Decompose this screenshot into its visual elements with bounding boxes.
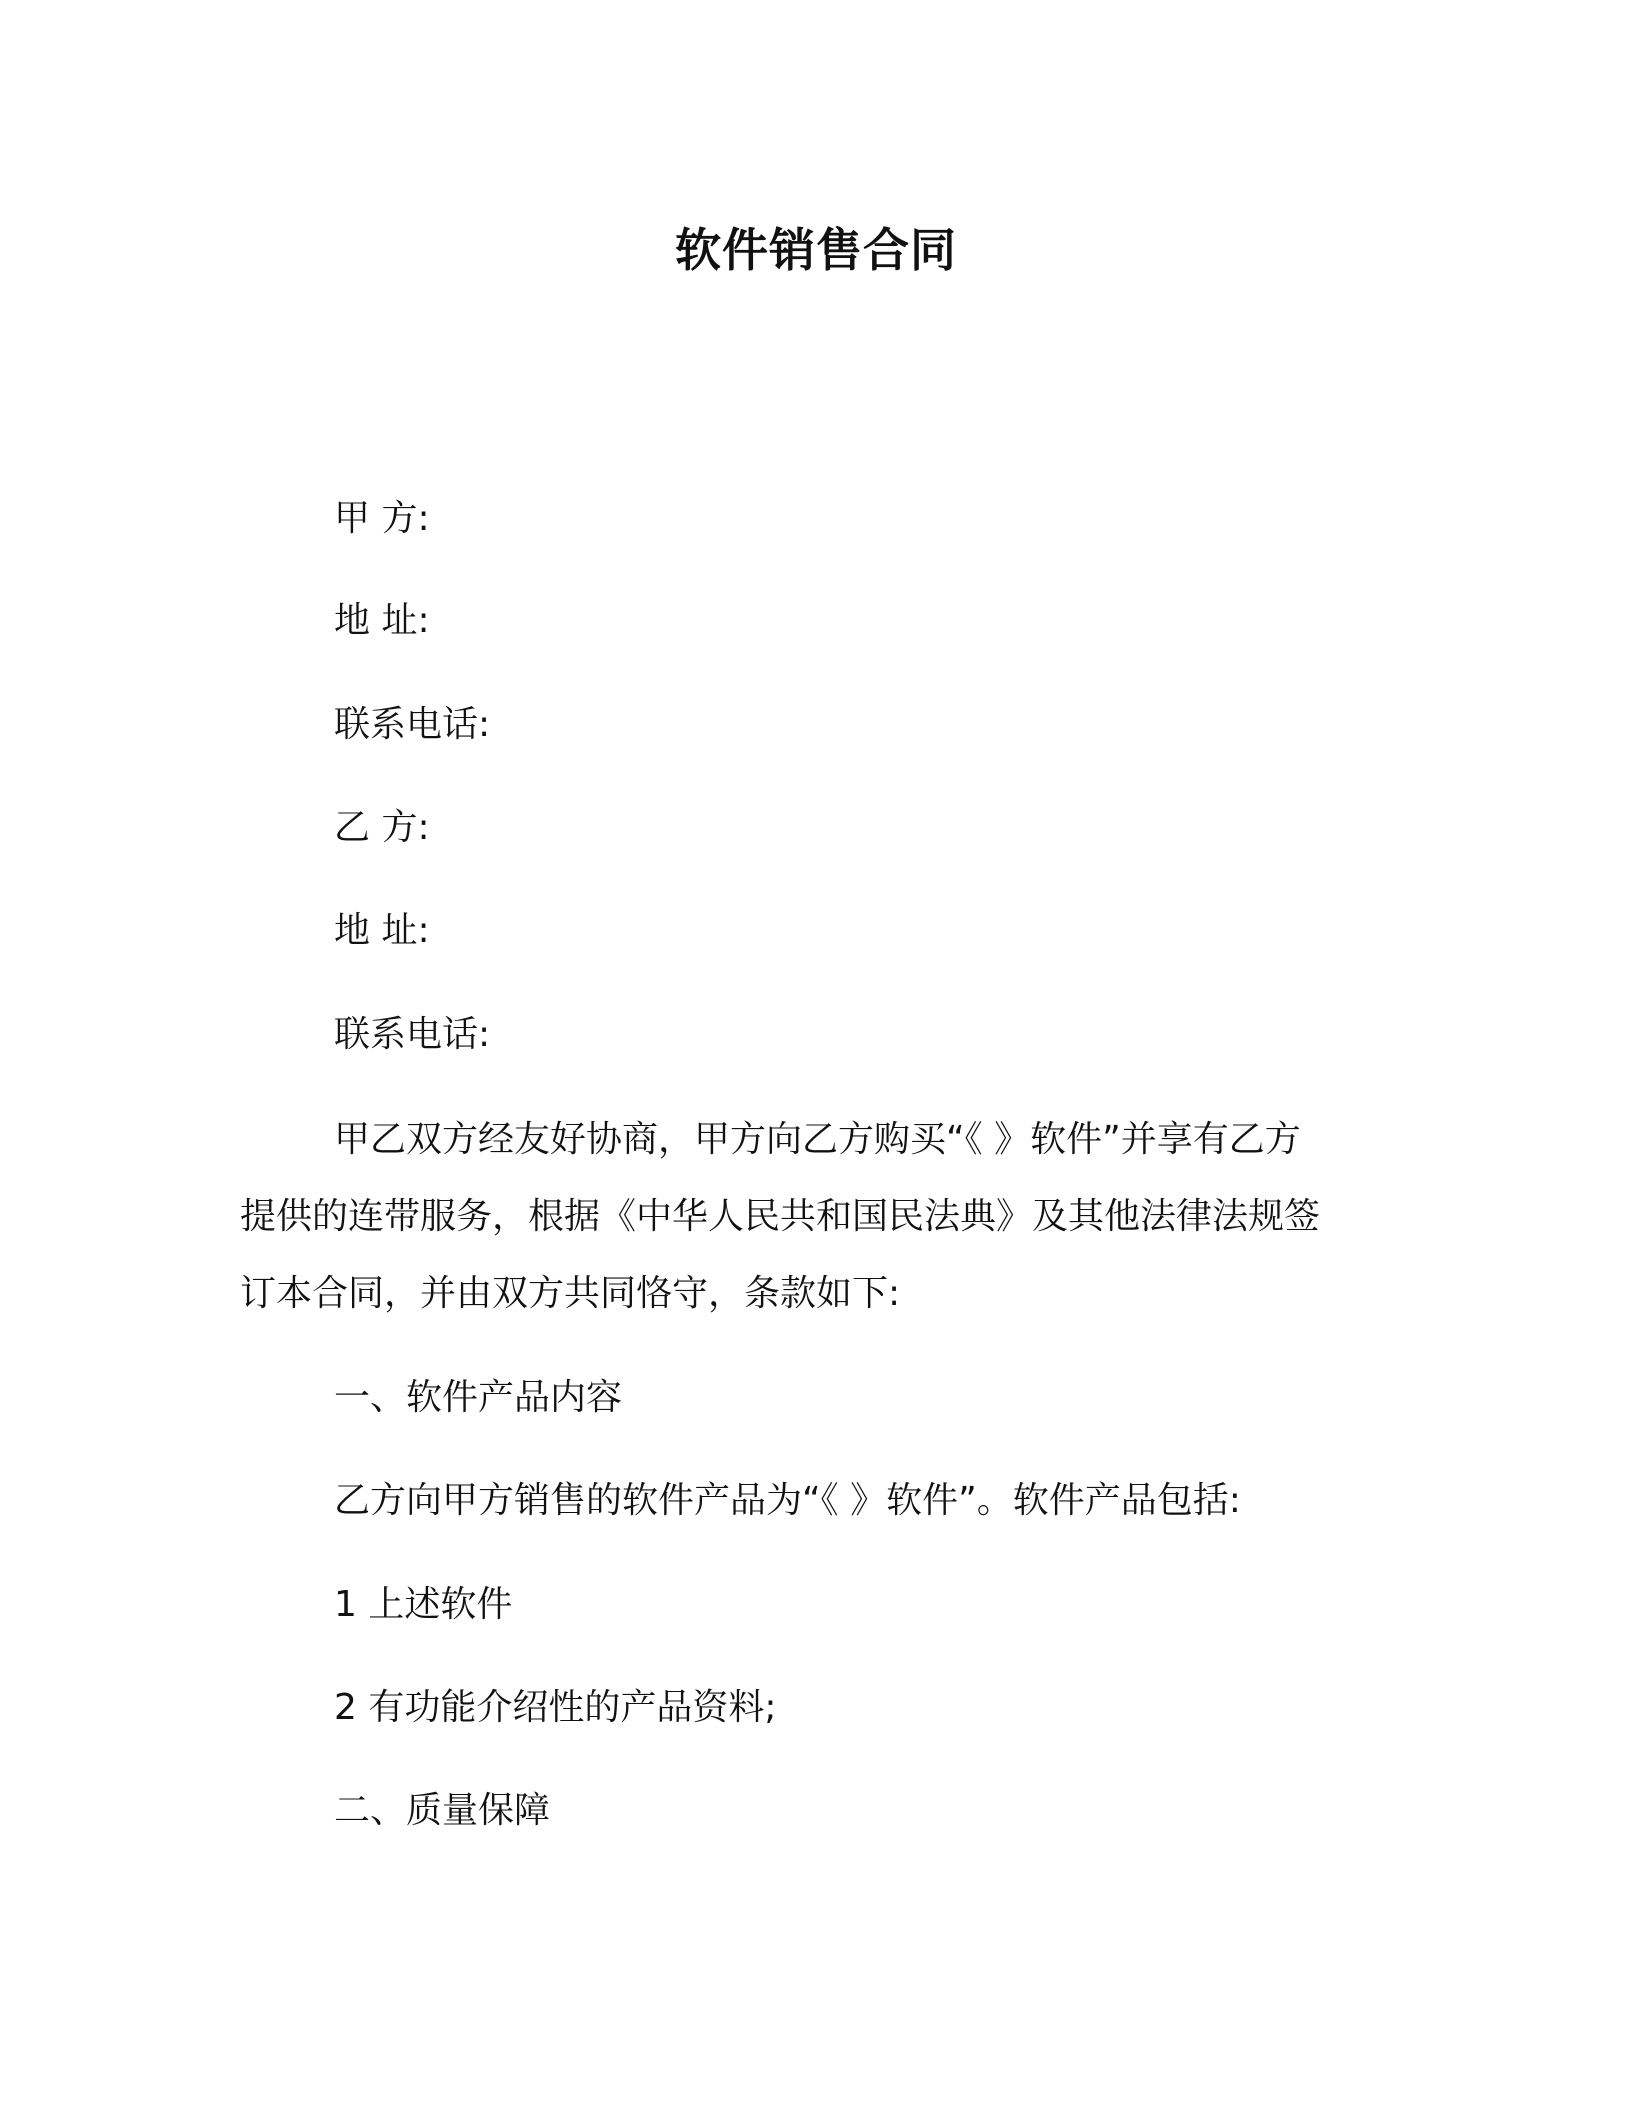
party-b-phone-label: 联系电话: [334,1014,491,1055]
party-a-phone-label: 联系电话: [334,704,491,745]
preamble-line: 甲乙双方经友好协商，甲方向乙方购买“《 》软件”并享有乙方 [334,1119,1301,1160]
section-2-heading: 二、质量保障 [334,1790,551,1831]
section-1-item: 1 上述软件 [334,1584,513,1625]
section-1-intro: 乙方向甲方销售的软件产品为“《 》软件”。软件产品包括: [334,1480,1241,1521]
party-a-label: 甲 方: [334,498,430,539]
preamble-line: 订本合同，并由双方共同恪守，条款如下: [240,1273,901,1314]
section-1-heading: 一、软件产品内容 [334,1377,623,1418]
document-title: 软件销售合同 [675,223,957,277]
party-b-label: 乙 方: [334,807,430,848]
party-a-address-label: 地 址: [334,600,430,641]
preamble-line: 提供的连带服务，根据《中华人民共和国民法典》及其他法律法规签 [240,1196,1321,1237]
preamble-paragraph [240,1101,1400,1332]
party-b-address-label: 地 址: [334,910,430,951]
section-1-item: 2 有功能介绍性的产品资料; [334,1687,777,1728]
